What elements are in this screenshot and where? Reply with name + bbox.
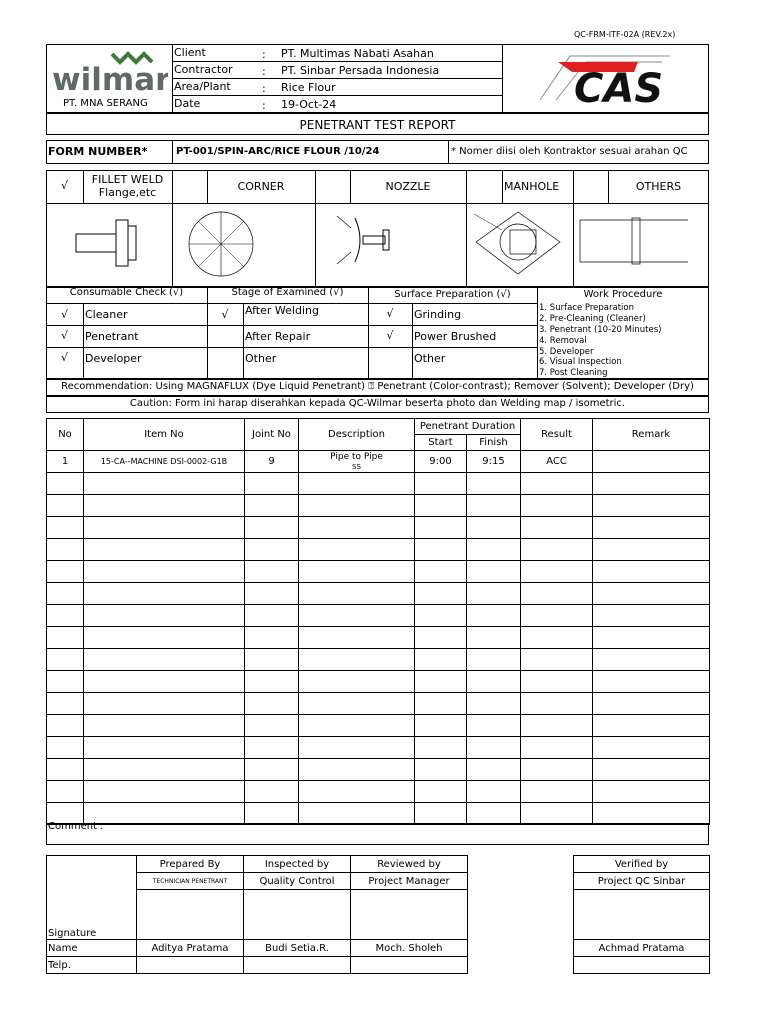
empty-cell[interactable] [521, 495, 593, 517]
col-duration-header: Penetrant Duration [415, 419, 521, 435]
empty-cell[interactable] [415, 473, 467, 495]
empty-cell[interactable] [467, 583, 521, 605]
empty-cell[interactable] [47, 539, 84, 561]
empty-cell[interactable] [299, 517, 415, 539]
table-row [47, 517, 710, 539]
signature-table [46, 855, 468, 974]
table-row [47, 649, 710, 671]
table-row [47, 583, 710, 605]
empty-cell[interactable] [521, 473, 593, 495]
surface-header: Surface Preparation (√) [394, 289, 511, 300]
svg-text:CAS: CAS [574, 66, 664, 108]
table-row [47, 759, 710, 781]
empty-cell[interactable] [245, 693, 299, 715]
empty-cell[interactable] [593, 781, 710, 803]
empty-cell[interactable] [299, 561, 415, 583]
empty-cell[interactable] [593, 495, 710, 517]
empty-cell[interactable] [467, 715, 521, 737]
area-value: Rice Flour [281, 81, 336, 94]
empty-cell[interactable] [245, 803, 299, 825]
row-no: 1 [47, 451, 84, 473]
empty-cell[interactable] [84, 627, 245, 649]
row-description-line2: SS [352, 462, 361, 471]
after-repair-label: After Repair [245, 330, 311, 343]
fillet-check: √ [60, 179, 68, 192]
empty-cell[interactable] [245, 737, 299, 759]
date-label: Date [174, 97, 201, 110]
col-start-header: Start [415, 435, 467, 451]
empty-cell[interactable] [299, 759, 415, 781]
empty-cell[interactable] [299, 539, 415, 561]
empty-cell[interactable] [415, 517, 467, 539]
procedure-step: 3. Penetrant (10-20 Minutes) [539, 325, 662, 335]
inspected-name: Budi Setia.R. [244, 940, 351, 957]
stage-header: Stage of Examined (√) [231, 287, 344, 298]
empty-cell[interactable] [84, 693, 245, 715]
inspected-by-header: Inspected by [244, 856, 351, 873]
contractor-label: Contractor [174, 63, 233, 76]
empty-cell[interactable] [299, 781, 415, 803]
table-row [47, 451, 710, 473]
area-colon: : [262, 82, 266, 95]
consumable-header: Consumable Check (√) [69, 287, 184, 298]
empty-cell[interactable] [84, 715, 245, 737]
power-brushed-label: Power Brushed [414, 330, 497, 343]
empty-cell[interactable] [467, 781, 521, 803]
table-row [47, 495, 710, 517]
empty-cell[interactable] [299, 737, 415, 759]
empty-cell[interactable] [415, 693, 467, 715]
empty-cell[interactable] [521, 539, 593, 561]
empty-cell[interactable] [521, 671, 593, 693]
procedure-step: 6. Visual Inspection [539, 357, 622, 367]
procedure-step: 1. Surface Preparation [539, 303, 634, 313]
penetrant-label: Penetrant [85, 330, 139, 343]
cleaner-label: Cleaner [85, 308, 128, 321]
empty-cell[interactable] [593, 671, 710, 693]
table-row [47, 473, 710, 495]
table-row [47, 561, 710, 583]
empty-cell[interactable] [415, 583, 467, 605]
empty-cell[interactable] [467, 649, 521, 671]
empty-cell[interactable] [415, 803, 467, 825]
row-start: 9:00 [415, 451, 467, 473]
empty-cell[interactable] [521, 781, 593, 803]
empty-cell[interactable] [47, 737, 84, 759]
procedure-header: Work Procedure [583, 289, 663, 300]
report-title: PENETRANT TEST REPORT [299, 118, 456, 132]
row-joint: 9 [245, 451, 299, 473]
procedure-step: 4. Removal [539, 336, 587, 346]
empty-cell[interactable] [245, 473, 299, 495]
row-description-line1: Pipe to Pipe [330, 451, 383, 462]
empty-cell[interactable] [47, 605, 84, 627]
reviewed-role: Project Manager [351, 873, 468, 890]
empty-cell[interactable] [521, 561, 593, 583]
empty-cell[interactable] [47, 517, 84, 539]
after-welding-label: After Welding [245, 304, 319, 317]
procedure-step: 7. Post Cleaning [539, 368, 608, 378]
row-description [299, 451, 415, 473]
empty-cell[interactable] [593, 539, 710, 561]
empty-cell[interactable] [84, 517, 245, 539]
developer-check: √ [60, 351, 68, 364]
empty-cell[interactable] [593, 473, 710, 495]
penetrant-check: √ [60, 329, 68, 342]
contractor-value: PT. Sinbar Persada Indonesia [281, 64, 440, 77]
empty-cell[interactable] [245, 539, 299, 561]
empty-cell[interactable] [521, 627, 593, 649]
empty-cell[interactable] [521, 649, 593, 671]
verified-role: Project QC Sinbar [574, 873, 710, 890]
svg-text:wilmar: wilmar [52, 62, 168, 98]
procedure-step: 2. Pre-Cleaning (Cleaner) [539, 314, 646, 324]
empty-cell[interactable] [593, 759, 710, 781]
reviewed-name: Moch. Sholeh [351, 940, 468, 957]
table-row [47, 605, 710, 627]
developer-label: Developer [85, 352, 142, 365]
empty-cell[interactable] [245, 649, 299, 671]
empty-cell[interactable] [84, 649, 245, 671]
empty-cell[interactable] [47, 649, 84, 671]
empty-cell[interactable] [299, 803, 415, 825]
empty-cell[interactable] [593, 561, 710, 583]
comment-box [46, 823, 709, 845]
surface-other-label: Other [414, 352, 446, 365]
grinding-check: √ [386, 307, 394, 320]
col-remark-header: Remark [593, 419, 710, 451]
empty-cell[interactable] [84, 781, 245, 803]
corner-sketch [178, 208, 268, 280]
empty-cell[interactable] [415, 715, 467, 737]
empty-cell[interactable] [593, 803, 710, 825]
empty-cell[interactable] [467, 671, 521, 693]
caution-text: Caution: Form ini harap diserahkan kepada QC-Wilmar beserta photo dan Welding map / isometric. [129, 398, 626, 409]
empty-cell[interactable] [415, 649, 467, 671]
empty-cell[interactable] [593, 605, 710, 627]
col-item-header: Item No [84, 419, 245, 451]
empty-cell[interactable] [521, 715, 593, 737]
inspected-role: Quality Control [244, 873, 351, 890]
empty-cell[interactable] [467, 561, 521, 583]
empty-cell[interactable] [47, 781, 84, 803]
date-colon: : [262, 99, 266, 112]
row-result: ACC [521, 451, 593, 473]
recommendation-text: Recommendation: Using MAGNAFLUX (Dye Liquid Penetrant) ⍰ Penetrant (Color-contrast); Remover (Solvent); Developer (Dry) [61, 381, 694, 392]
empty-cell[interactable] [467, 759, 521, 781]
empty-cell[interactable] [521, 759, 593, 781]
empty-cell[interactable] [299, 627, 415, 649]
empty-cell[interactable] [84, 473, 245, 495]
empty-cell[interactable] [47, 693, 84, 715]
empty-cell[interactable] [47, 671, 84, 693]
verification-table [573, 855, 710, 974]
empty-cell[interactable] [245, 517, 299, 539]
manhole-label: MANHOLE [504, 180, 560, 193]
fillet-sketch [72, 212, 144, 274]
nozzle-sketch [335, 210, 395, 270]
others-sketch [578, 212, 698, 268]
signature-label-cell [47, 856, 137, 940]
after-welding-check: √ [221, 308, 229, 321]
empty-cell[interactable] [415, 671, 467, 693]
empty-cell[interactable] [415, 781, 467, 803]
cas-logo [530, 50, 680, 108]
col-result-header: Result [521, 419, 593, 451]
table-row [47, 803, 710, 825]
empty-cell[interactable] [415, 539, 467, 561]
prepared-telp [137, 957, 244, 974]
site-name: PT. MNA SERANG [63, 98, 148, 109]
name-label: Name [47, 940, 137, 957]
telp-label: Telp. [47, 957, 137, 974]
empty-cell[interactable] [84, 671, 245, 693]
procedure-step: 5. Developer [539, 347, 594, 357]
result-table [46, 418, 710, 825]
empty-cell[interactable] [521, 803, 593, 825]
empty-cell[interactable] [245, 495, 299, 517]
prepared-role: TECHNICIAN PENETRANT [137, 873, 244, 890]
empty-cell[interactable] [245, 561, 299, 583]
nozzle-label: NOZZLE [385, 180, 431, 193]
empty-cell[interactable] [467, 627, 521, 649]
col-joint-header: Joint No [245, 419, 299, 451]
reviewed-by-header: Reviewed by [351, 856, 468, 873]
row-item: 15-CA--MACHINE DSI-0002-G1B [84, 451, 245, 473]
empty-cell[interactable] [84, 583, 245, 605]
inspected-telp [244, 957, 351, 974]
empty-cell[interactable] [467, 517, 521, 539]
empty-cell[interactable] [84, 539, 245, 561]
form-number-label: FORM NUMBER* [48, 145, 148, 158]
empty-cell[interactable] [47, 627, 84, 649]
empty-cell[interactable] [521, 605, 593, 627]
verified-signature[interactable] [574, 890, 710, 940]
table-row [47, 693, 710, 715]
empty-cell[interactable] [47, 759, 84, 781]
empty-cell[interactable] [415, 737, 467, 759]
empty-cell[interactable] [593, 583, 710, 605]
empty-cell[interactable] [299, 605, 415, 627]
stage-other-label: Other [245, 352, 277, 365]
col-description-header: Description [299, 419, 415, 451]
empty-cell[interactable] [299, 649, 415, 671]
empty-cell[interactable] [84, 737, 245, 759]
client-label: Client [174, 46, 206, 59]
empty-cell[interactable] [521, 737, 593, 759]
empty-cell[interactable] [467, 473, 521, 495]
fillet-label-1: FILLET WELD [91, 173, 164, 186]
table-row [47, 671, 710, 693]
others-label: OTHERS [635, 180, 682, 193]
empty-cell[interactable] [521, 583, 593, 605]
empty-cell[interactable] [467, 539, 521, 561]
empty-cell[interactable] [299, 583, 415, 605]
prepared-signature[interactable] [137, 890, 244, 940]
empty-cell[interactable] [467, 605, 521, 627]
empty-cell[interactable] [593, 649, 710, 671]
inspected-signature[interactable] [244, 890, 351, 940]
empty-cell[interactable] [84, 759, 245, 781]
empty-cell[interactable] [593, 715, 710, 737]
col-finish-header: Finish [467, 435, 521, 451]
empty-cell[interactable] [47, 583, 84, 605]
empty-cell[interactable] [467, 693, 521, 715]
col-no-header: No [47, 419, 84, 451]
client-value: PT. Multimas Nabati Asahan [281, 47, 434, 60]
prepared-by-header: Prepared By [137, 856, 244, 873]
verified-telp [574, 957, 710, 974]
empty-cell[interactable] [47, 561, 84, 583]
prepared-name: Aditya Pratama [137, 940, 244, 957]
empty-cell[interactable] [593, 737, 710, 759]
table-row [47, 781, 710, 803]
table-row [47, 627, 710, 649]
manhole-sketch [470, 208, 566, 280]
empty-cell[interactable] [299, 715, 415, 737]
comment-label: Comment : [48, 821, 104, 832]
empty-cell[interactable] [415, 495, 467, 517]
empty-cell[interactable] [245, 781, 299, 803]
reviewed-signature[interactable] [351, 890, 468, 940]
empty-cell[interactable] [47, 495, 84, 517]
table-row [47, 539, 710, 561]
empty-cell[interactable] [84, 605, 245, 627]
grinding-label: Grinding [414, 308, 462, 321]
empty-cell[interactable] [467, 737, 521, 759]
cleaner-check: √ [60, 308, 68, 321]
contractor-colon: : [262, 65, 266, 78]
empty-cell[interactable] [415, 605, 467, 627]
empty-cell[interactable] [593, 627, 710, 649]
document-code: QC-FRM-ITF-02A (REV.2x) [574, 30, 676, 39]
verified-by-header: Verified by [574, 856, 710, 873]
row-remark [593, 451, 710, 473]
empty-cell[interactable] [245, 715, 299, 737]
row-finish: 9:15 [467, 451, 521, 473]
empty-cell[interactable] [245, 583, 299, 605]
empty-cell[interactable] [245, 759, 299, 781]
reviewed-telp [351, 957, 468, 974]
empty-cell[interactable] [245, 627, 299, 649]
empty-cell[interactable] [245, 671, 299, 693]
form-number-note: * Nomer diisi oleh Kontraktor sesuai arahan QC [451, 146, 688, 157]
empty-cell[interactable] [47, 473, 84, 495]
corner-label: CORNER [237, 180, 285, 193]
table-row [47, 737, 710, 759]
empty-cell[interactable] [521, 693, 593, 715]
empty-cell[interactable] [299, 693, 415, 715]
date-value: 19-Oct-24 [281, 98, 337, 111]
empty-cell[interactable] [299, 671, 415, 693]
empty-cell[interactable] [84, 561, 245, 583]
client-colon: : [262, 48, 266, 61]
empty-cell[interactable] [593, 693, 710, 715]
fillet-label-2: Flange,etc [98, 186, 157, 199]
empty-cell[interactable] [84, 803, 245, 825]
empty-cell[interactable] [467, 495, 521, 517]
verified-name: Achmad Pratama [574, 940, 710, 957]
empty-cell[interactable] [415, 627, 467, 649]
empty-cell[interactable] [84, 495, 245, 517]
empty-cell[interactable] [415, 561, 467, 583]
empty-cell[interactable] [299, 495, 415, 517]
empty-cell[interactable] [47, 715, 84, 737]
empty-cell[interactable] [521, 517, 593, 539]
signature-label: Signature [48, 928, 97, 939]
empty-cell[interactable] [299, 473, 415, 495]
empty-cell[interactable] [593, 517, 710, 539]
empty-cell[interactable] [467, 803, 521, 825]
table-row [47, 715, 710, 737]
empty-cell[interactable] [415, 759, 467, 781]
power-brushed-check: √ [386, 329, 394, 342]
area-label: Area/Plant [174, 80, 231, 93]
form-number-value: PT-001/SPIN-ARC/RICE FLOUR /10/24 [176, 146, 380, 157]
empty-cell[interactable] [245, 605, 299, 627]
